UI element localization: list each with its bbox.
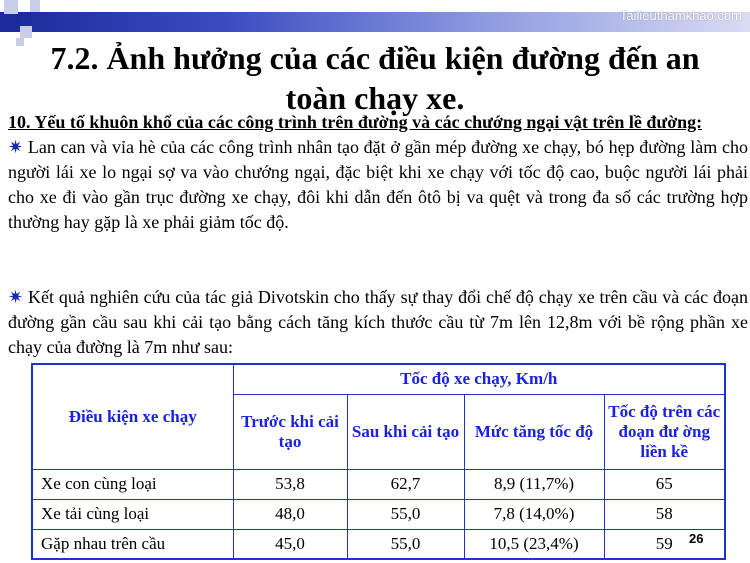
cell: 48,0 <box>233 499 347 529</box>
cell: Gặp nhau trên cầu <box>32 529 233 559</box>
header-increase: Mức tăng tốc độ <box>464 394 604 469</box>
cell: 58 <box>604 499 725 529</box>
page-title: 7.2. Ảnh hưởng của các điều kiện đường đến an toàn chạy xe. <box>50 40 700 116</box>
cell: 55,0 <box>347 529 464 559</box>
bullet-star-icon: ✷ <box>8 137 24 157</box>
decor-square <box>4 0 18 14</box>
paragraph-2: ✷ Kết quả nghiên cứu của tác giả Divotskin cho thấy sự thay đổi chế độ chạy xe trên cầu và các đoạn đường gần cầu sau khi cải tạo bằng cách tăng kích thước cầu từ 7m lên 12,8m với bề rộng phần xe chạy của đường là 7m như sau: <box>8 287 749 357</box>
cell: Xe con cùng loại <box>32 469 233 499</box>
header-adjacent: Tốc độ trên các đoạn đư ờng liền kề <box>604 394 725 469</box>
paragraph-1: ✷ Lan can và vỉa hè của các công trình nhân tạo đặt ở gần mép đường xe chạy, bó hẹp đường làm cho người lái xe lo ngại sợ va vào chướng ngại, đặc biệt khi xe chạy với tốc độ cao, buộc người lái phải cho xe đi vào gần trục đường xe chạy, đôi khi dẫn đến ôtô bị va quệt và trong đa số các trường hợp thường hay gặp là xe phải giảm tốc độ. <box>8 137 748 232</box>
cell: 62,7 <box>347 469 464 499</box>
speed-table <box>31 363 726 560</box>
header-group: Tốc độ xe chạy, Km/h <box>233 364 725 394</box>
cell: Xe tải cùng loại <box>32 499 233 529</box>
cell: 53,8 <box>233 469 347 499</box>
watermark: Tailieuthamkhao.com <box>619 8 742 23</box>
table-row <box>32 499 725 529</box>
cell: 59 <box>604 529 725 559</box>
table-row <box>32 469 725 499</box>
decor-square <box>30 0 40 12</box>
header-condition: Điều kiện xe chạy <box>32 364 233 469</box>
cell: 10,5 (23,4%) <box>464 529 604 559</box>
cell: 65 <box>604 469 725 499</box>
subheading: 10. Yếu tố khuôn khổ của các công trình trên đường và các chướng ngại vật trên lề đường: <box>8 112 703 132</box>
decor-square <box>8 14 20 26</box>
table-row <box>32 529 725 559</box>
header-after: Sau khi cải tạo <box>347 394 464 469</box>
cell: 45,0 <box>233 529 347 559</box>
header-before: Trước khi cải tạo <box>233 394 347 469</box>
cell: 55,0 <box>347 499 464 529</box>
decor-square <box>20 26 32 38</box>
cell: 8,9 (11,7%) <box>464 469 604 499</box>
cell: 7,8 (14,0%) <box>464 499 604 529</box>
page-number: 26 <box>689 531 704 546</box>
bullet-star-icon: ✷ <box>8 287 24 307</box>
